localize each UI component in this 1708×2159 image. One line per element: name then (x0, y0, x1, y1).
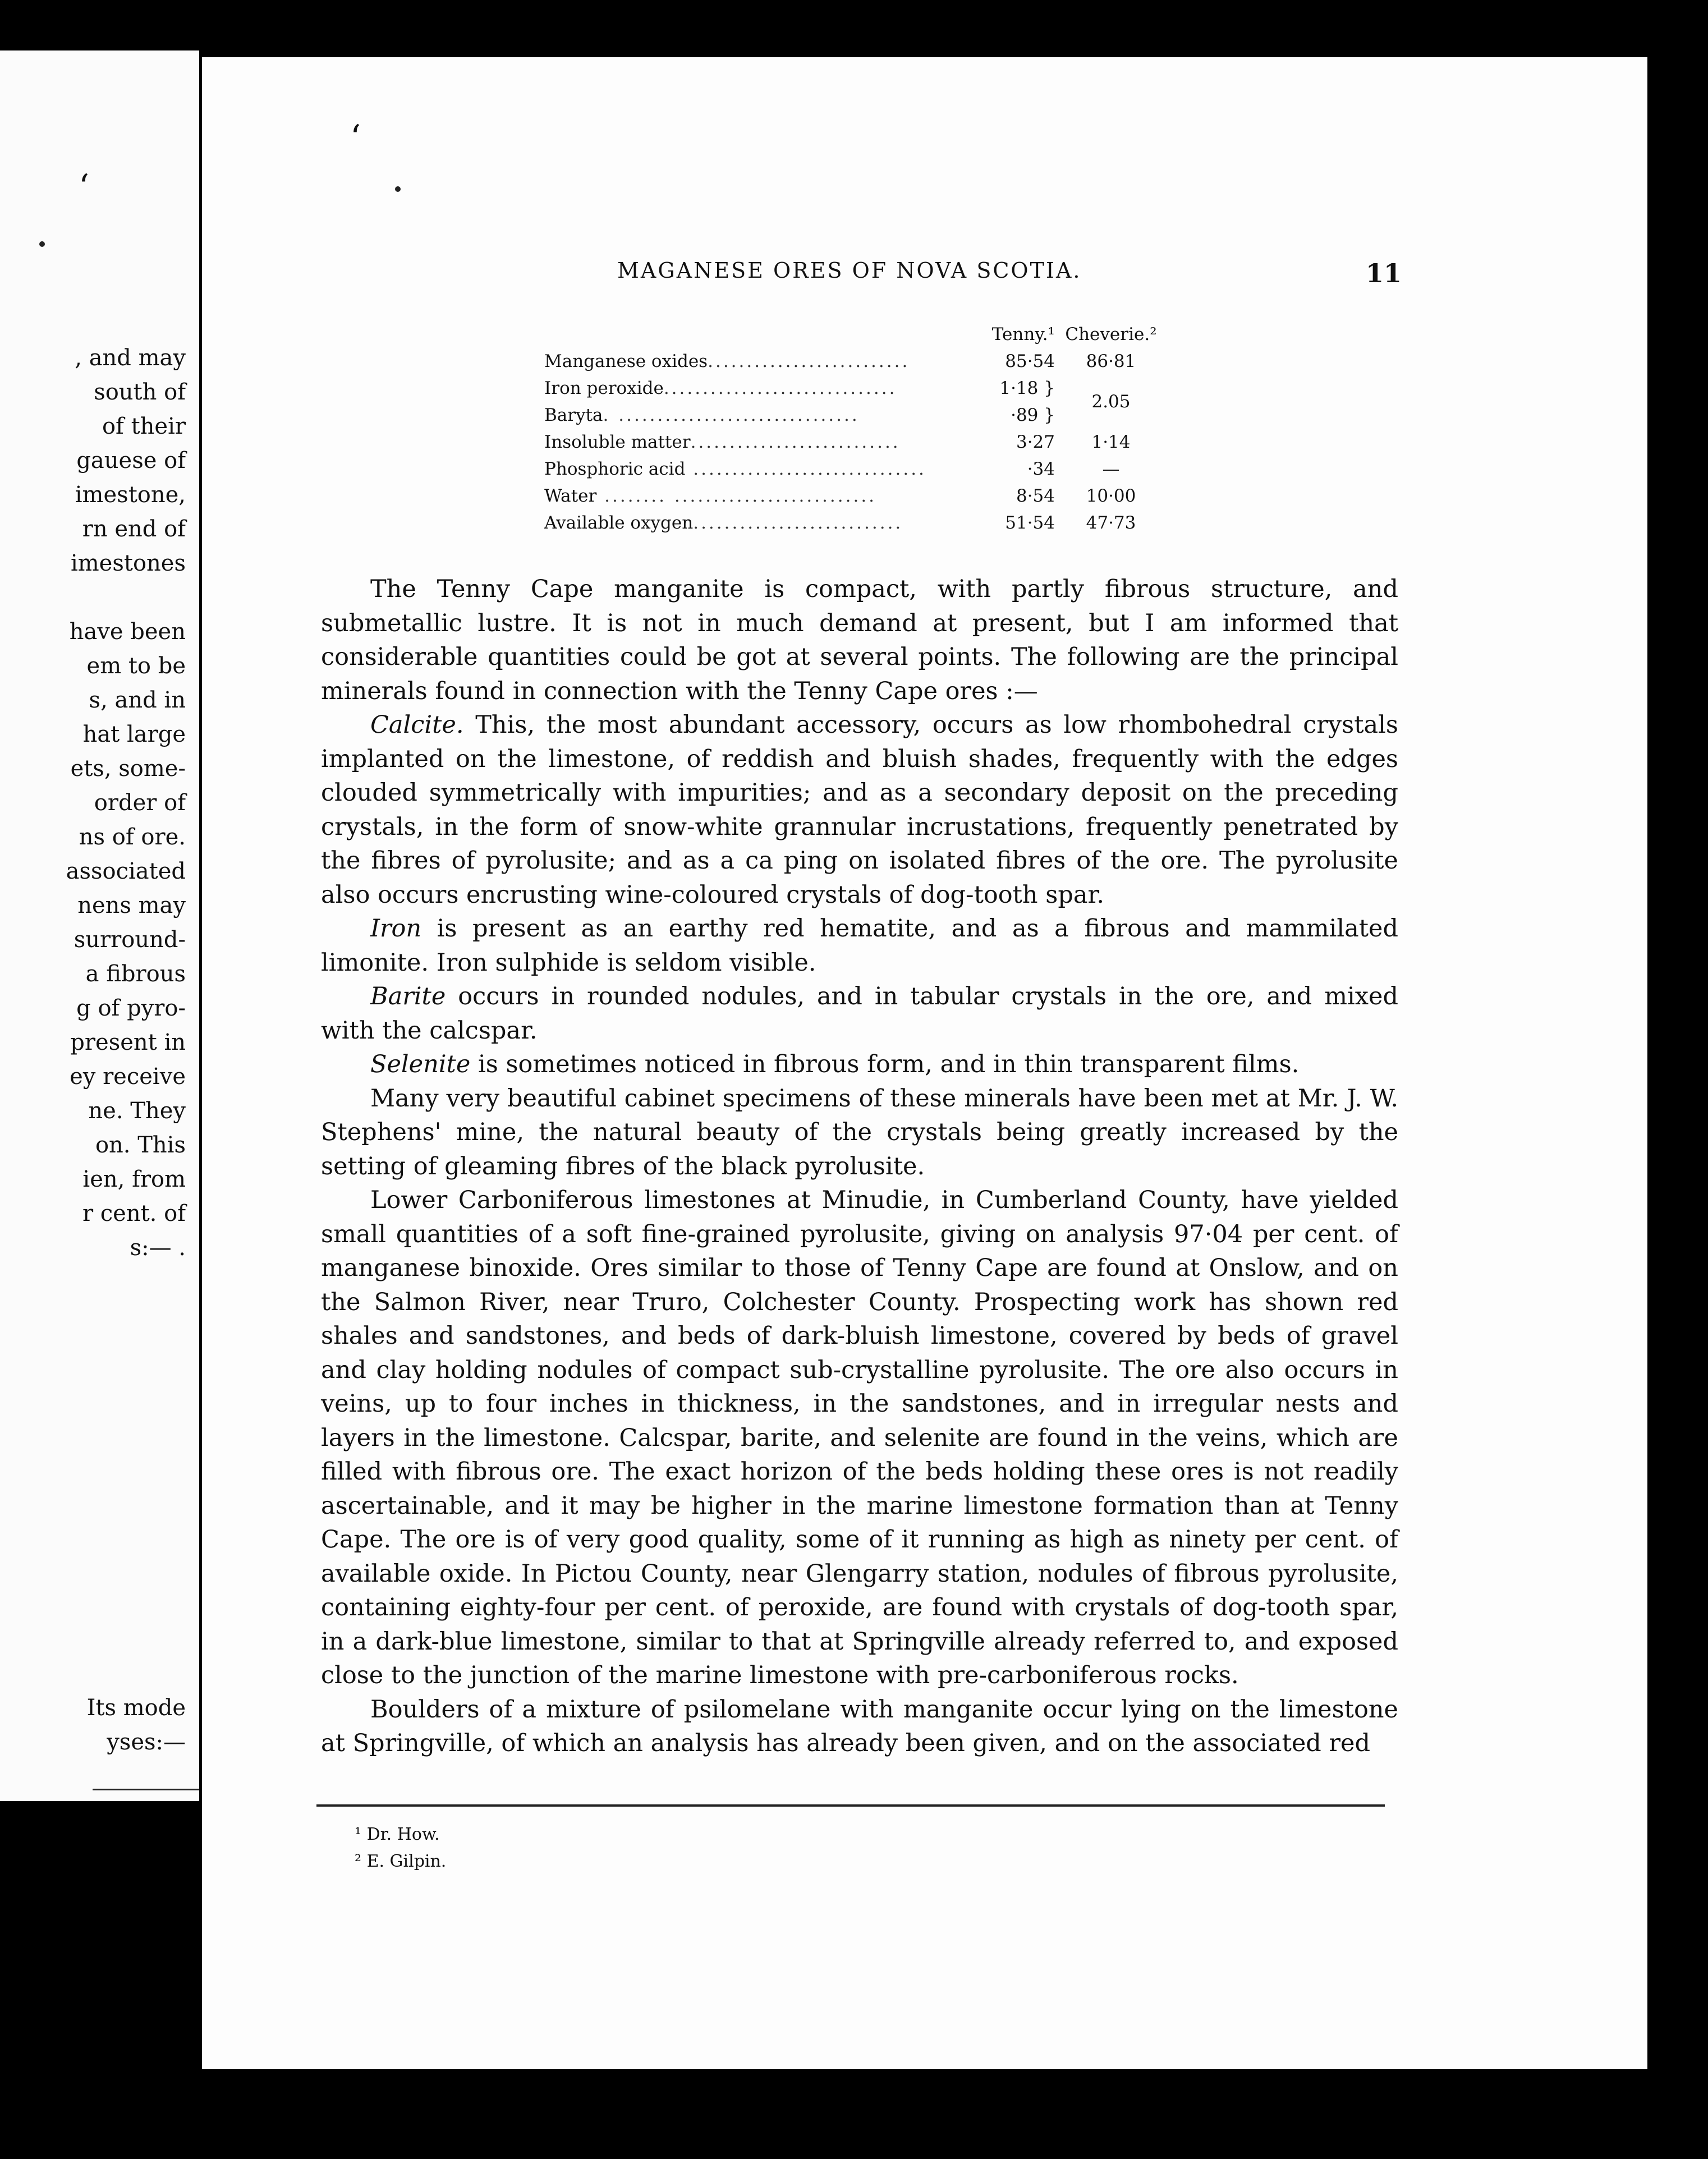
tenny-value: 8·54 (1016, 486, 1055, 506)
tenny-value: 3·27 (1016, 432, 1055, 452)
paragraph (321, 1082, 1398, 1184)
running-title: MAGANESE ORES OF NOVA SCOTIA. (617, 258, 1082, 283)
cheverie-value: 2.05 (1091, 392, 1131, 412)
facing-page-line: ets, some- (70, 756, 186, 782)
page-speck (39, 241, 45, 247)
facing-page-line: r cent. of (82, 1201, 186, 1227)
facing-page-line: , and may (75, 345, 186, 371)
facing-page-line: s:— . (130, 1235, 186, 1261)
tenny-value: 1·18 (999, 378, 1039, 398)
facing-page-line: nens may (77, 893, 186, 918)
paragraph-text: Boulders of a mixture of psilomelane with manganite occur lying on the limestone at Springville, of which an analysis has already been given, and on the associated red (321, 1695, 1398, 1757)
page-number: 11 (1366, 258, 1402, 288)
facing-page-text-bottom (87, 1691, 186, 1760)
paragraph (321, 1048, 1398, 1082)
brace: } (1044, 378, 1055, 398)
facing-page-line: have been (69, 619, 186, 645)
paragraph-text: is sometimes noticed in fibrous form, and in thin transparent films. (470, 1050, 1300, 1078)
facing-page-line: present in (70, 1030, 186, 1055)
facing-page-line: imestone, (75, 482, 186, 508)
tenny-value: ·89 (1011, 405, 1039, 425)
facing-page-fragment (0, 50, 199, 1801)
facing-page-line: Its mode (86, 1695, 186, 1721)
brace: } (1044, 405, 1055, 425)
paragraph (321, 1693, 1398, 1761)
row-label: Phosphoric acid (544, 459, 686, 479)
paragraph (321, 1183, 1398, 1693)
facing-page-line: on. This (95, 1132, 186, 1158)
facing-page-line: imestones (70, 550, 186, 576)
row-label: Manganese oxides (544, 351, 708, 371)
page-speck (395, 186, 401, 192)
facing-page-rule (93, 1789, 199, 1790)
facing-page-line: ns of ore. (79, 824, 186, 850)
paragraph-text: Many very beautiful cabinet specimens of these minerals have been met at Mr. J. W. Stephens' mine, the natural beauty of the crystals being greatly increased by the setting of gleaming fibres of the black pyrolusite. (321, 1084, 1398, 1180)
paragraph-text: Lower Carboniferous limestones at Minudie, in Cumberland County, have yielded small quantities of a soft fine-grained pyrolusite, giving on analysis 97·04 per cent. of manganese binoxide. Ores similar to those of Tenny Cape are found at Onslow, and on the Salmon River, near Truro, Colchester County. Prospecting work has shown red shales and sandstones, and beds of dark-bluish limestone, covered by beds of gravel and clay holding nodules of compact sub-crystalline pyrolusite. The ore also occurs in veins, up to four inches in thickness, in the sandstones, and in irregular nests and layers in the limestone. Calcspar, barite, and selenite are found in the veins, which are filled with fibrous ore. The exact horizon of the beds holding these ores is not readily ascertainable, and it may be higher in the marine limestone formation than at Tenny Cape. The ore is of very good quality, some of it running as high as ninety per cent. of available oxide. In Pictou County, near Glengarry station, nodules of fibrous pyrolusite, containing eighty-four per cent. of peroxide, are found with crystals of dog-tooth spar, in a dark-blue limestone, similar to that at Springville already referred to, and exposed close to the junction of the marine limestone with pre-carboniferous rocks. (321, 1186, 1398, 1689)
facing-page-line: em to be (86, 653, 186, 679)
paragraph (321, 912, 1398, 980)
body-text (321, 572, 1398, 1761)
facing-page-line: ey receive (70, 1064, 186, 1090)
footnote: ² E. Gilpin. (355, 1852, 447, 1871)
facing-page-text (66, 341, 186, 1265)
table-row: Iron peroxide.............................. 1·18 } 2.05 (544, 375, 1167, 402)
column-header: Cheverie.² (1065, 324, 1157, 344)
table-row: Water ........ .......................... 8·54 10·00 (544, 483, 1167, 509)
facing-page-line: rn end of (82, 516, 186, 542)
paragraph-text: is present as an earthy red hematite, and as a fibrous and mammilated limonite. Iron sulphide is seldom visible. (321, 915, 1398, 977)
facing-page-line: yses:— (107, 1729, 186, 1755)
facing-page-line: s, and in (89, 687, 186, 713)
assay-table (544, 321, 1167, 536)
facing-page-line: hat large (82, 722, 186, 747)
mineral-heading: Calcite. (370, 711, 464, 739)
scan-border (1647, 57, 1672, 2069)
column-header: Tenny.¹ (991, 324, 1055, 344)
mineral-heading: Barite (370, 982, 446, 1010)
paragraph-text: The Tenny Cape manganite is compact, with partly fibrous structure, and submetallic lustre. It is not in much demand at present, but I am informed that considerable quantities could be got at several points. The following are the principal minerals found in connection with the Tenny Cape ores :— (321, 575, 1398, 705)
facing-page-line (66, 581, 186, 615)
table-row: Manganese oxides.......................... 85·54 86·81 (544, 348, 1167, 375)
cheverie-value: 86·81 (1086, 351, 1136, 371)
footnote-rule (316, 1804, 1385, 1807)
paragraph (321, 708, 1398, 912)
row-label: Baryta (544, 405, 603, 425)
facing-page-line: a fibrous (85, 961, 186, 987)
facing-page-line: of their (102, 414, 186, 439)
table-row: Insoluble matter........................... 3·27 1·14 (544, 429, 1167, 456)
row-label: Available oxygen (544, 513, 694, 533)
facing-page-line: ne. They (88, 1098, 186, 1124)
row-label: Insoluble matter (544, 432, 691, 452)
table-row: Phosphoric acid .............................. ·34 — (544, 456, 1167, 483)
facing-page-line: gauese of (76, 448, 186, 474)
page-mark: ‘ (350, 118, 361, 157)
row-label: Water (544, 486, 597, 506)
mineral-heading: Iron (370, 915, 422, 943)
paragraph (321, 980, 1398, 1048)
facing-page-line: order of (94, 790, 186, 816)
mineral-heading: Selenite (370, 1050, 471, 1078)
tenny-value: 85·54 (1005, 351, 1055, 371)
table-row: Baryta. ............................... ·89 } (544, 405, 1055, 425)
paragraph-text: This, the most abundant accessory, occurs as low rhombohedral crystals implanted on the limestone, of reddish and bluish shades, frequently with the edges clouded symmetrically with impurities; and as a secondary deposit on the preceding crystals, in the form of snow-white grannular incrustations, frequently penetrated by the fibres of pyrolusite; and as a ca ping on isolated fibres of the ore. The pyrolusite also occurs encrusting wine-coloured crystals of dog-tooth spar. (321, 711, 1398, 909)
facing-page-line: associated (66, 858, 186, 884)
table-row: Available oxygen........................... 51·54 47·73 (544, 509, 1167, 536)
cheverie-value: 10·00 (1086, 486, 1136, 506)
paragraph-text: occurs in rounded nodules, and in tabular crystals in the ore, and mixed with the calcspar. (321, 982, 1398, 1045)
row-label: Iron peroxide (544, 378, 664, 398)
footnote: ¹ Dr. How. (355, 1825, 440, 1844)
cheverie-value: — (1102, 459, 1120, 479)
document-page (202, 57, 1647, 2069)
facing-page-line: ien, from (82, 1166, 186, 1192)
cheverie-value: 47·73 (1086, 513, 1136, 533)
facing-page-line: south of (94, 379, 186, 405)
tenny-value: ·34 (1027, 459, 1055, 479)
facing-page-line: g of pyro- (76, 995, 186, 1021)
facing-page-line: surround- (74, 927, 186, 953)
paragraph (321, 572, 1398, 708)
page-mark: ‘ (79, 167, 90, 206)
tenny-value: 51·54 (1005, 513, 1055, 533)
cheverie-value: 1·14 (1091, 432, 1131, 452)
